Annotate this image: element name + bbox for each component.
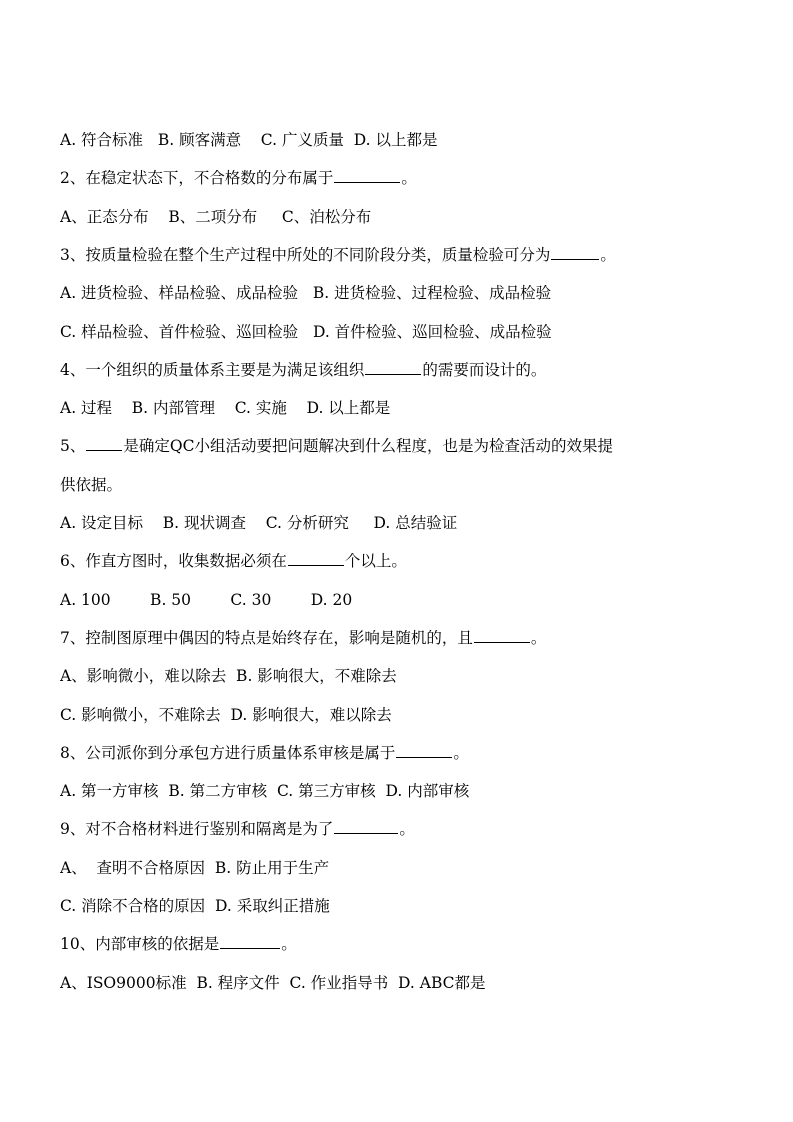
answer-blank	[86, 436, 122, 451]
answer-blank	[474, 628, 530, 643]
line-text: 6、作直方图时，收集数据必须在	[60, 552, 287, 571]
text-line	[60, 511, 750, 535]
text-line	[60, 588, 750, 612]
text-line	[60, 741, 750, 765]
line-text: C. 样品检验、首件检验、巡回检验 D. 首件检验、巡回检验、成品检验	[60, 322, 552, 341]
line-text-tail: 是确定QC小组活动要把问题解决到什么程度，也是为检查活动的效果提	[123, 437, 613, 456]
text-line	[60, 856, 750, 880]
line-text: A. 设定目标 B. 现状调查 C. 分析研究 D. 总结验证	[60, 514, 458, 532]
line-text: A. 进货检验、样品检验、成品检验 B. 进货检验、过程检验、成品检验	[60, 284, 552, 303]
line-text: A、影响微小，难以除去 B. 影响很大，不难除去	[60, 667, 397, 686]
answer-blank	[334, 168, 400, 183]
line-text-tail: 。	[530, 628, 547, 647]
answer-blank	[220, 934, 280, 949]
line-text-tail: 。	[401, 169, 417, 188]
line-text: C. 影响微小，不难除去 D. 影响很大，难以除去	[60, 705, 392, 724]
text-line	[60, 205, 750, 229]
text-line	[60, 549, 750, 573]
answer-blank	[551, 245, 599, 260]
answer-blank	[288, 551, 344, 566]
line-text: A. 100 B. 50 C. 30 D. 20	[60, 590, 353, 609]
line-text: A. 第一方审核 B. 第二方审核 C. 第三方审核 D. 内部审核	[60, 782, 470, 801]
line-text: 2、在稳定状态下，不合格数的分布属于	[60, 169, 334, 188]
line-text: 5、	[60, 437, 86, 456]
answer-blank	[365, 360, 421, 375]
line-text-tail: 的需要而设计的。	[422, 360, 547, 379]
line-text: A、ISO9000标准 B. 程序文件 C. 作业指导书 D. ABC都是	[60, 973, 486, 992]
text-line	[60, 320, 750, 344]
line-text: 10、内部审核的依据是	[60, 935, 220, 954]
text-line	[60, 358, 750, 382]
line-text: A、 查明不合格原因 B. 防止用于生产	[60, 858, 330, 877]
text-line	[60, 396, 750, 420]
line-text-tail: 个以上。	[344, 552, 407, 571]
answer-blank	[334, 819, 398, 834]
line-text: C. 消除不合格的原因 D. 采取纠正措施	[60, 897, 330, 915]
text-line	[60, 473, 750, 497]
text-line	[60, 664, 750, 688]
line-text: 4、一个组织的质量体系主要是为满足该组织	[60, 360, 365, 379]
line-text-tail: 。	[453, 743, 469, 762]
text-line	[60, 281, 750, 305]
line-text-tail: 。	[600, 245, 616, 264]
text-line	[60, 817, 750, 841]
line-text: A. 过程 B. 内部管理 C. 实施 D. 以上都是	[60, 399, 391, 418]
text-line	[60, 971, 750, 995]
line-text: A. 符合标准 B. 顾客满意 C. 广义质量 D. 以上都是	[60, 131, 438, 149]
line-text: 供依据。	[60, 475, 123, 494]
text-line	[60, 894, 750, 918]
line-text: 8、公司派你到分承包方进行质量体系审核是属于	[60, 743, 396, 762]
text-line	[60, 434, 750, 458]
line-text-tail: 。	[399, 820, 415, 839]
line-text: 3、按质量检验在整个生产过程中所处的不同阶段分类，质量检验可分为	[60, 245, 551, 264]
text-line	[60, 779, 750, 803]
line-text: 7、控制图原理中偶因的特点是始终存在，影响是随机的，且	[60, 628, 473, 647]
answer-blank	[396, 743, 452, 758]
text-line	[60, 243, 750, 267]
line-text: A、正态分布 B、二项分布 C、泊松分布	[60, 207, 372, 226]
text-line	[60, 128, 750, 152]
text-line	[60, 703, 750, 727]
text-line	[60, 166, 750, 190]
line-text-tail: 。	[281, 935, 297, 954]
text-line	[60, 626, 750, 650]
text-line	[60, 932, 750, 956]
line-text: 9、对不合格材料进行鉴别和隔离是为了	[60, 820, 334, 839]
